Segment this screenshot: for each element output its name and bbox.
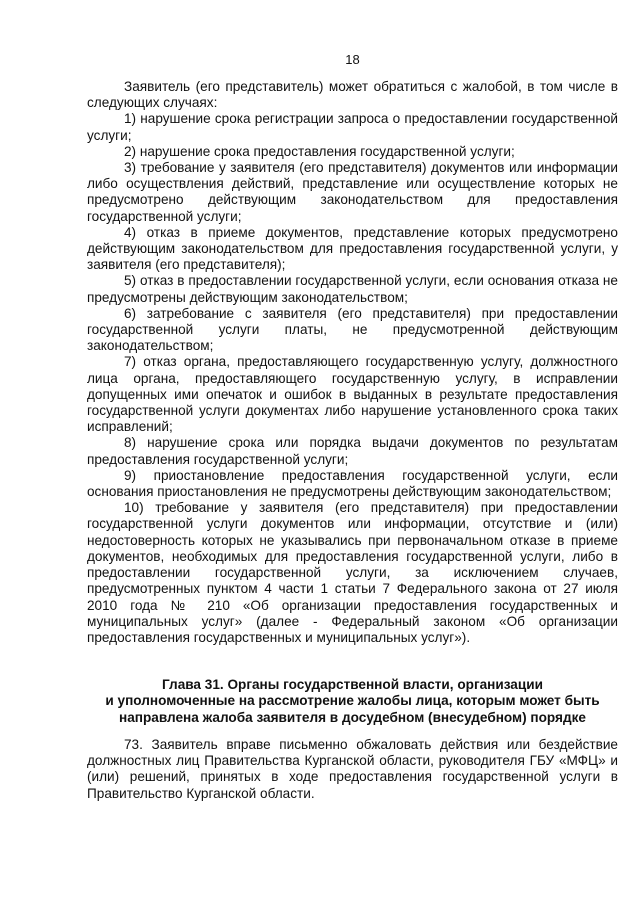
intro-paragraph: Заявитель (его представитель) может обратиться с жалобой, в том числе в следующих случаях: [87, 79, 618, 111]
list-item: 2) нарушение срока предоставления государственной услуги; [124, 143, 515, 159]
list-item: 8) нарушение срока или порядка выдачи документов по результатам предоставления государственной услуги; [87, 435, 618, 467]
chapter-heading [87, 677, 618, 726]
paragraph-73 [87, 737, 618, 802]
chapter-heading-line: направлена жалоба заявителя в досудебном (внесудебном) порядке [119, 709, 586, 725]
list-item: 6) затребование с заявителя (его представителя) при предоставлении государственной услуги платы, не предусмотренной действующим законодательством; [87, 305, 618, 354]
list-item: 7) отказ органа, предоставляющего государственную услугу, должностного лица органа, предоставляющего государственную услугу, в исправлении допущенных ими опечаток и ошибок в выданных в результате предоставления государственной услуги документах либо нарушение установленного срока таких исправлений; [87, 354, 618, 435]
list-item: 3) требование у заявителя (его представителя) документов или информации либо осуществления действий, представление или осуществление которых не предусмотрено действующим законодательством для предоставления государственной услуги; [87, 160, 618, 224]
list-item: 1) нарушение срока регистрации запроса о предоставлении государственной услуги; [87, 111, 618, 143]
chapter-heading-line: Глава 31. Органы государственной власти, организации [162, 677, 543, 692]
list-item: 9) приостановление предоставления государственной услуги, если основания приостановления не предусмотрены действующим законодательством; [87, 467, 618, 500]
list-item: 4) отказ в приеме документов, представление которых предусмотрено действующим законодательством для предоставления государственной услуги, у заявителя (его представителя); [87, 224, 618, 273]
page-number: 18 [345, 52, 360, 67]
list-item: 5) отказ в предоставлении государственной услуги, если основания отказа не предусмотрены действующим законодательством; [87, 273, 618, 305]
chapter-heading-line: и уполномоченные на рассмотрение жалобы лица, которым может быть [105, 693, 600, 709]
complaint-cases-section [87, 79, 618, 646]
list-item: 10) требование у заявителя (его представителя) при предоставлении государственной услуги документов или информации, отсутствие и (или) недостоверность которых не указывались при первоначальном отказе в приеме документов, необходимых для предоставления государственной услуги, либо в предоставлении государственной услуги, за исключением случаев, предусмотренных пунктом 4 части 1 статьи 7 Федерального закона от 27 июля 2010 года № 210 «Об организации предоставления государственных и муниципальных услуг» (далее - Федеральный законом «Об организации предоставления государственных и муниципальных услуг»). [87, 500, 618, 645]
paragraph-73-text: 73. Заявитель вправе письменно обжаловать действия или бездействие должностных лиц Правительства Курганской области, руководителя ГБУ «МФЦ» и (или) решений, принятых в ходе предоставления государственной услуги в Правительство Курганской области. [87, 737, 618, 801]
